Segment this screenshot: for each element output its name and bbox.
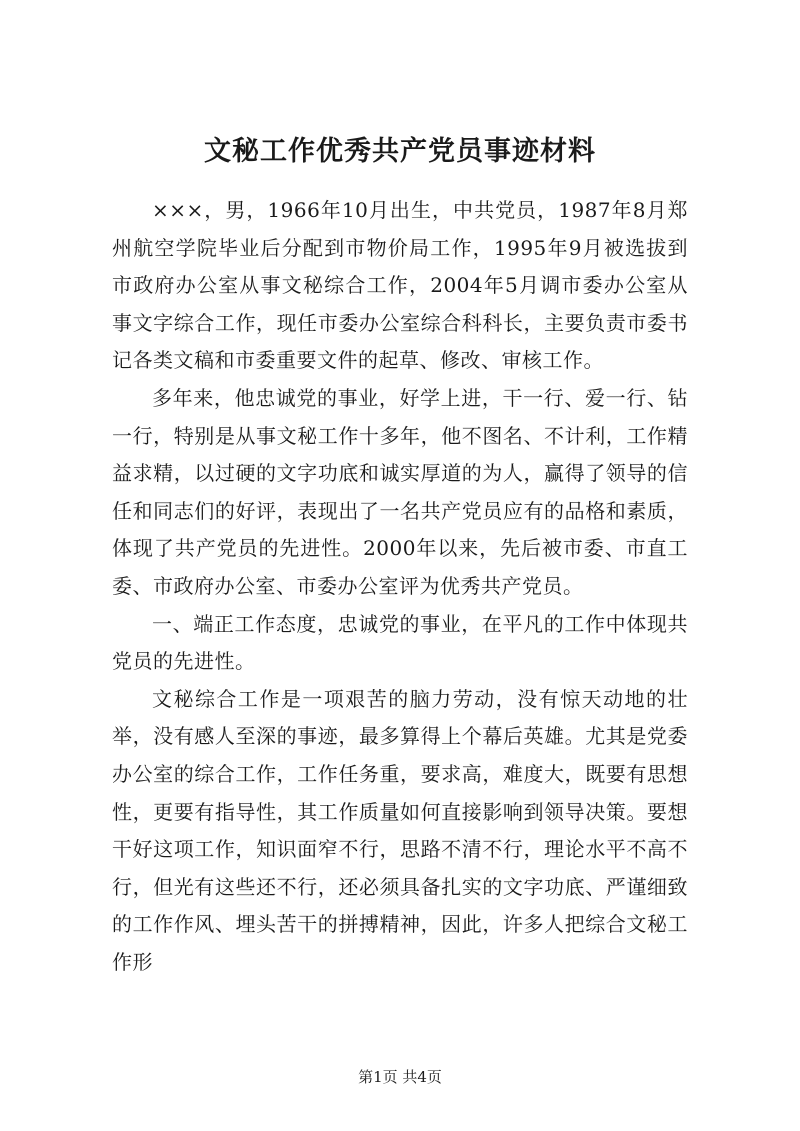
page-footer: 第1页 共4页 <box>358 1068 442 1086</box>
section-heading-one: 一、端正工作态度，忠诚党的事业，在平凡的工作中体现共党员的先进性。 <box>112 611 688 674</box>
paragraph-intro: ×××，男，1966年10月出生，中共党员，1987年8月郑州航空学院毕业后分配到市物价局工作，1995年9月被选拔到市政府办公室从事文秘综合工作，2004年5月调市委办公室从事文字综合工作，现任市委办公室综合科科长，主要负责市委书记各类文稿和市委重要文件的起草、修改、审核工作。 <box>112 198 688 373</box>
document-body <box>112 192 688 981</box>
document-title: 文秘工作优秀共产党员事迹材料 <box>204 136 596 167</box>
paragraph-summary: 多年来，他忠诚党的事业，好学上进，干一行、爱一行、钻一行，特别是从事文秘工作十多年，他不图名、不计利，工作精益求精，以过硬的文字功底和诚实厚道的为人，赢得了领导的信任和同志们的好评，表现出了一名共产党员应有的品格和素质，体现了共产党员的先进性。2000年以来，先后被市委、市直工委、市政府办公室、市委办公室评为优秀共产党员。 <box>112 385 688 598</box>
paragraph-section-one: 文秘综合工作是一项艰苦的脑力劳动，没有惊天动地的壮举，没有感人至深的事迹，最多算得上个幕后英雄。尤其是党委办公室的综合工作，工作任务重，要求高，难度大，既要有思想性，更要有指导性，其工作质量如何直接影响到领导决策。要想干好这项工作，知识面窄不行，思路不清不行，理论水平不高不行，但光有这些还不行，还必须具备扎实的文字功底、严谨细致的工作作风、埋头苦干的拼搏精神，因此，许多人把综合文秘工作形 <box>112 686 688 974</box>
